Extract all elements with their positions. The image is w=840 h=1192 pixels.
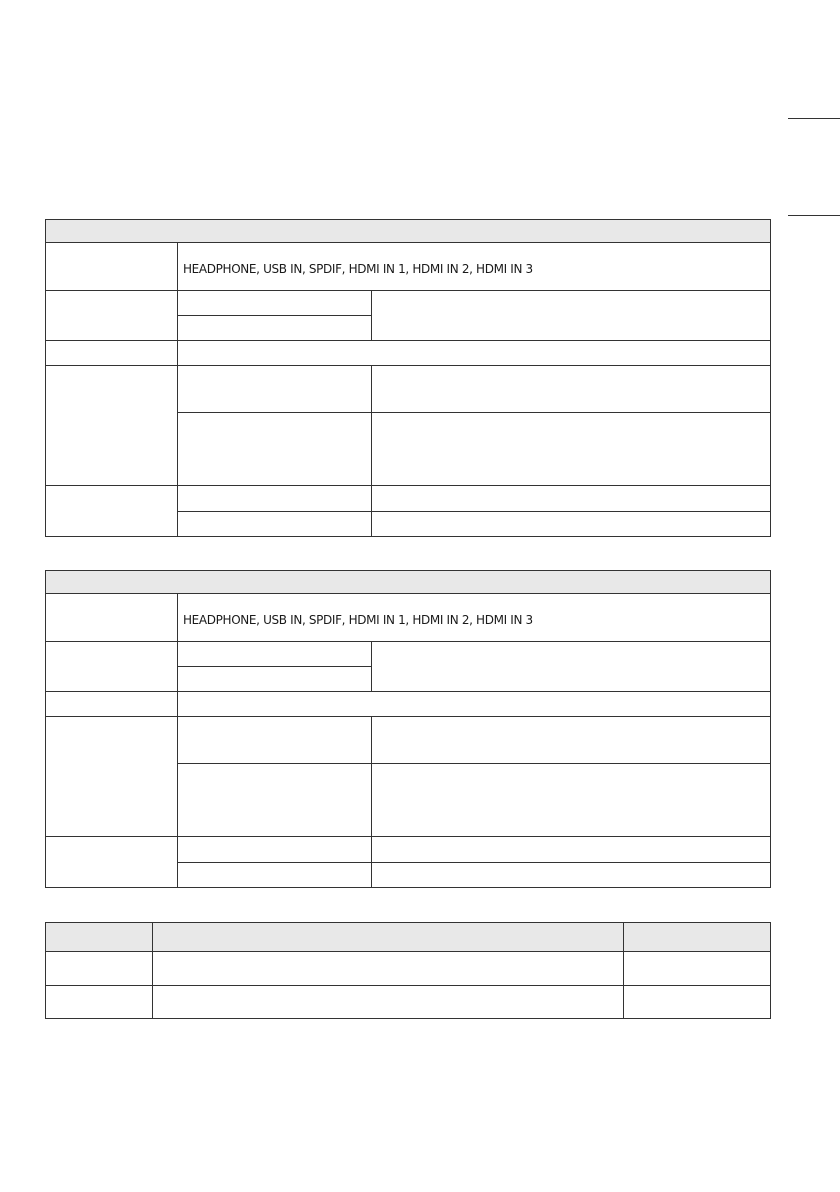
- value-cell: [372, 717, 771, 764]
- table-row: [46, 486, 771, 512]
- value-cell: [372, 642, 771, 692]
- row-label-cell: [46, 717, 178, 837]
- side-tab-line-bottom: [788, 215, 840, 216]
- value-cell: [372, 837, 771, 863]
- table-row: [46, 692, 771, 717]
- row-label-cell: [46, 692, 178, 717]
- bottom-table: [45, 922, 771, 1019]
- row-label-cell: [46, 837, 178, 888]
- table-row: [46, 594, 771, 642]
- table-row: [46, 642, 771, 667]
- sub-label-cell: [178, 512, 372, 537]
- spec-table-1: [45, 219, 771, 537]
- table-row: [46, 986, 771, 1019]
- row-label-cell: [46, 243, 178, 291]
- ports-value: HEADPHONE, USB IN, SPDIF, HDMI IN 1, HDMI IN 2, HDMI IN 3: [178, 243, 771, 291]
- value-cell: [372, 512, 771, 537]
- value-cell: [372, 291, 771, 341]
- sub-label-cell: [178, 667, 372, 692]
- table-header-cell: [46, 571, 771, 594]
- table-header-cell: [46, 220, 771, 243]
- cell: [153, 952, 624, 986]
- table-header-row: [46, 571, 771, 594]
- table-row: [46, 291, 771, 316]
- sub-label-cell: [178, 863, 372, 888]
- cell: [624, 986, 771, 1019]
- header-cell: [153, 923, 624, 952]
- table-row: [46, 837, 771, 863]
- value-cell: [372, 366, 771, 413]
- value-cell: [372, 486, 771, 512]
- cell: [624, 952, 771, 986]
- sub-label-cell: [178, 291, 372, 316]
- row-label-cell: [46, 594, 178, 642]
- spec-table-2: [45, 570, 771, 888]
- table-row: [46, 243, 771, 291]
- cell: [153, 986, 624, 1019]
- cell: [46, 952, 153, 986]
- sub-label-cell: [178, 764, 372, 837]
- sub-label-cell: [178, 642, 372, 667]
- sub-label-cell: [178, 837, 372, 863]
- table-row: [46, 341, 771, 366]
- row-label-cell: [46, 341, 178, 366]
- sub-label-cell: [178, 316, 372, 341]
- table-row: [46, 366, 771, 413]
- value-cell: [178, 692, 771, 717]
- sub-label-cell: [178, 717, 372, 764]
- row-label-cell: [46, 642, 178, 692]
- side-tab-line-top: [788, 118, 840, 119]
- value-cell: [178, 341, 771, 366]
- ports-value: HEADPHONE, USB IN, SPDIF, HDMI IN 1, HDMI IN 2, HDMI IN 3: [178, 594, 771, 642]
- sub-label-cell: [178, 366, 372, 413]
- table-row: [46, 717, 771, 764]
- value-cell: [372, 863, 771, 888]
- sub-label-cell: [178, 413, 372, 486]
- cell: [46, 986, 153, 1019]
- value-cell: [372, 413, 771, 486]
- table-row: [46, 952, 771, 986]
- header-cell: [46, 923, 153, 952]
- sub-label-cell: [178, 486, 372, 512]
- row-label-cell: [46, 291, 178, 341]
- row-label-cell: [46, 486, 178, 537]
- table-header-row: [46, 220, 771, 243]
- table-header-row: [46, 923, 771, 952]
- value-cell: [372, 764, 771, 837]
- header-cell: [624, 923, 771, 952]
- row-label-cell: [46, 366, 178, 486]
